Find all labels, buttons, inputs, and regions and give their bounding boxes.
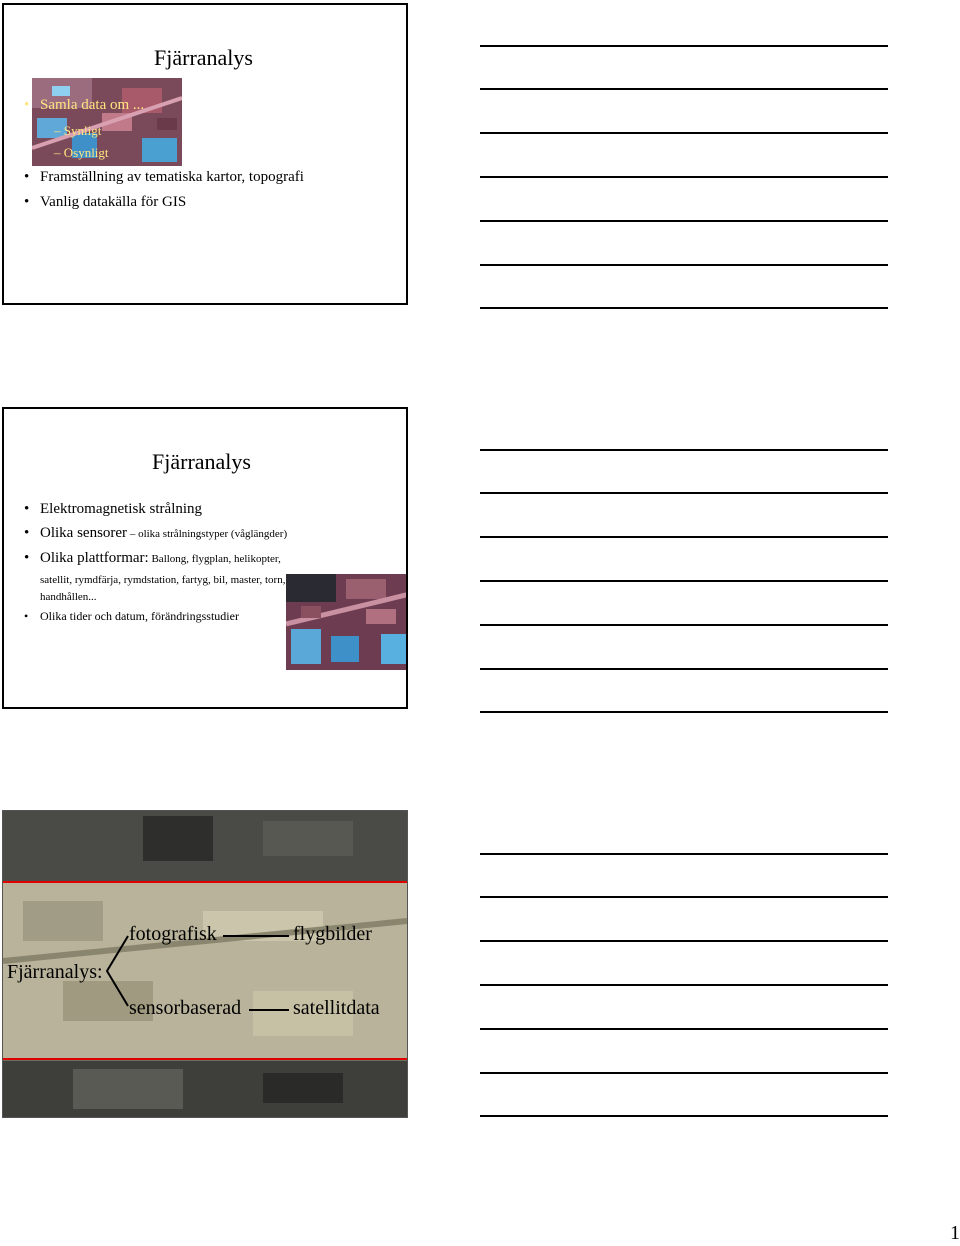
bullet-platforms: • Olika plattformar: Ballong, flygplan, helikopter,	[24, 550, 281, 566]
slide-3	[2, 810, 408, 1118]
diagram-root: Fjärranalys:	[7, 961, 103, 983]
page-number: 1	[950, 1222, 960, 1244]
satellite-image	[286, 574, 408, 670]
connector-photo	[223, 935, 289, 937]
sub-bullet-invisible: – Osynligt	[54, 145, 109, 160]
branch-sensor-based: sensorbaserad	[129, 997, 242, 1019]
slide-title: Fjärranalys	[154, 45, 253, 70]
slide-1	[2, 3, 408, 305]
platforms-line-3: handhållen...	[40, 591, 97, 603]
red-line-bottom	[3, 1058, 407, 1060]
leaf-satellite-data: satellitdata	[293, 997, 380, 1019]
red-line-top	[3, 881, 407, 883]
bullet-em-radiation: • Elektromagnetisk strålning	[24, 501, 203, 517]
bullet-time-date: • Olika tider och datum, förändringsstudier	[24, 609, 239, 623]
bullet-collect-data: • Samla data om ...	[24, 97, 145, 113]
slide-2	[2, 407, 408, 709]
branch-photographic: fotografisk	[129, 923, 217, 945]
bullet-gis-source: • Vanlig datakälla för GIS	[24, 194, 187, 210]
connector-sensor	[249, 1009, 289, 1011]
platforms-line-2: satellit, rymdfärja, rymdstation, fartyg, bil, master, torn,	[40, 574, 286, 586]
bullet-thematic-maps: • Framställning av tematiska kartor, topografi	[24, 169, 304, 185]
leaf-aerial-photos: flygbilder	[293, 923, 372, 945]
sub-bullet-visible: – Synligt	[54, 123, 102, 138]
bullet-sensors: • Olika sensorer – olika strålningstyper (våglängder)	[24, 525, 288, 541]
slide-title: Fjärranalys	[152, 449, 251, 474]
